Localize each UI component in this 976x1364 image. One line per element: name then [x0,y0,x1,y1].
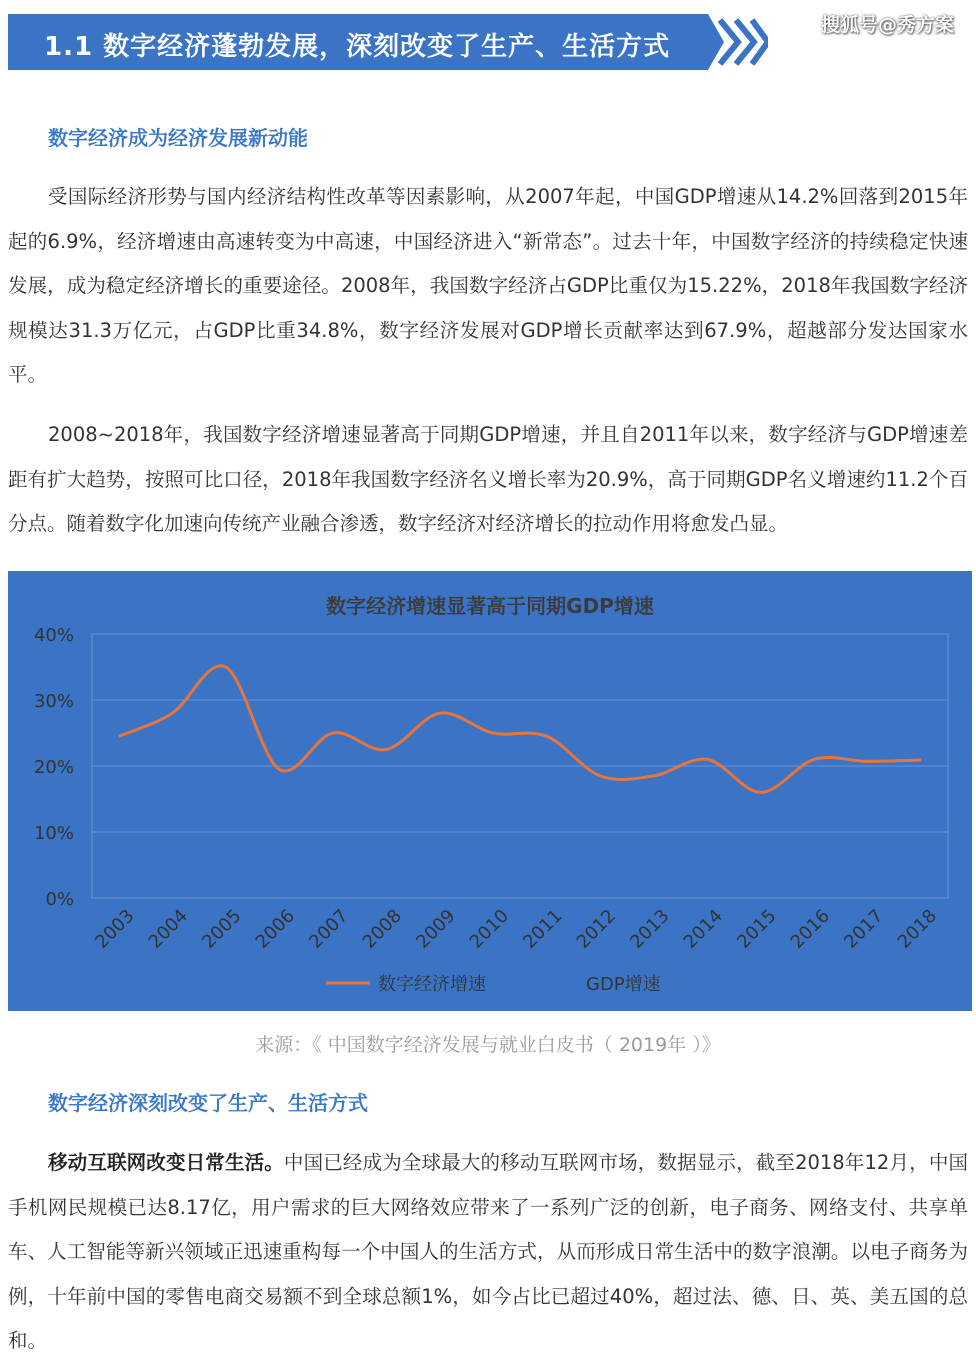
y-tick-label: 0% [45,889,74,910]
watermark-label: 搜狐号@秀方案 [820,14,954,36]
x-tick-label: 2007 [305,905,353,953]
paragraph-economy-overview: 受国际经济形势与国内经济结构性改革等因素影响，从2007年起，中国GDP增速从14.2%回落到2015年起的6.9%，经济增速由高速转变为中高速，中国经济进入“新常态”。过去十年，中国数字经济的持续稳定快速发展，成为稳定经济增长的重要途径。2008年，我国数字经济占GDP比重仅为15.22%，2018年我国数字经济规模达31.3万亿元，占GDP比重34.8%，数字经济发展对GDP增长贡献率达到67.9%，超越部分发达国家水平。 [8,185,968,386]
section-header-bar [8,14,768,70]
paragraph-lead-phrase: 移动互联网改变日常生活。 [48,1151,284,1174]
growth-line-chart [8,571,972,1011]
chart-source-note: 来源：《 中国数字经济发展与就业白皮书（ 2019年 ）》 [255,1034,721,1056]
x-tick-label: 2017 [840,905,888,953]
paragraph-body-text: 中国已经成为全球最大的移动互联网市场，数据显示，截至2018年12月，中国手机网民规模已达8.17亿，用户需求的巨大网络效应带来了一系列广泛的创新，电子商务、网络支付、共享单车、人工智能等新兴领域正迅速重构每一个中国人的生活方式，从而形成日常生活中的数字浪潮。以电子商务为例，十年前中国的零售电商交易额不到全球总额1%，如今占比已超过40%，超过法、德、日、英、美五国的总和。 [8,1151,968,1352]
chart-canvas [8,571,972,1011]
section-heading-new-momentum: 数字经济成为经济发展新动能 [48,126,308,150]
paragraph-mobile-internet [8,1141,968,1364]
legend-label: 数字经济增速 [378,974,486,995]
x-tick-label: 2015 [733,905,781,953]
x-tick-label: 2009 [412,905,460,953]
y-tick-label: 10% [33,823,74,844]
x-tick-label: 2014 [679,905,727,953]
series-line-1 [119,666,922,793]
x-tick-label: 2016 [786,905,834,953]
x-tick-label: 2008 [358,905,406,953]
paragraph-growth-comparison: 2008~2018年，我国数字经济增速显著高于同期GDP增速，并且自2011年以来，数字经济与GDP增速差距有扩大趋势，按照可比口径，2018年我国数字经济名义增长率为20.9%，高于同期GDP名义增速约11.2个百分点。随着数字化加速向传统产业融合渗透，数字经济对经济增长的拉动作用将愈发凸显。 [8,423,968,535]
y-tick-label: 30% [33,691,74,712]
legend-label: GDP增速 [586,974,661,995]
x-tick-label: 2004 [144,905,192,953]
y-tick-label: 20% [33,757,74,778]
x-tick-label: 2005 [198,905,246,953]
x-tick-label: 2012 [572,905,620,953]
section-heading-lifestyle-change: 数字经济深刻改变了生产、生活方式 [48,1091,368,1115]
x-tick-label: 2018 [893,905,941,953]
x-tick-label: 2013 [626,905,674,953]
page-title: 1.1 数字经济蓬勃发展，深刻改变了生产、生活方式 [44,32,671,62]
x-tick-label: 2003 [91,905,139,953]
chart-title: 数字经济增速显著高于同期GDP增速 [326,594,654,618]
x-tick-label: 2006 [251,905,299,953]
x-tick-label: 2011 [519,905,567,953]
y-tick-label: 40% [33,625,74,646]
x-tick-label: 2010 [465,905,513,953]
